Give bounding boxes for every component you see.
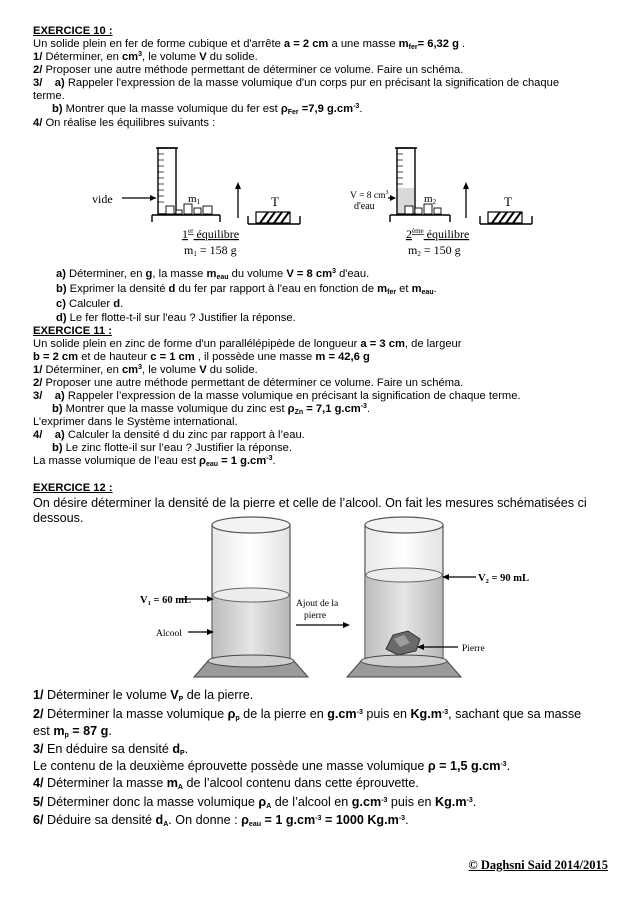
svg-text:d'eau: d'eau — [354, 201, 375, 212]
ex12-q4: 4/ Déterminer la masse $m_A$ de l’alcool contenu dans cette éprouvette. — [33, 776, 419, 791]
cylinder-measurement-figure — [100, 515, 560, 683]
ex10-qd: d) Le fer flotte-t-il sur l'eau ? Justifier la réponse. — [56, 312, 296, 324]
svg-text:V2 = 90 mL: V2 = 90 mL — [478, 573, 529, 585]
ex10-qa: a) Déterminer, en g, la masse $m_{eau}$ du volume V = 8 $cm^3$ d'eau. — [56, 268, 370, 281]
ex10-intro: Un solide plein en fer de forme cubique et d'arrête a = 2 cm a une masse $m_{fer}= 6,32$ g . — [33, 38, 466, 51]
ex12-title: EXERCICE 12 : — [33, 482, 113, 494]
ex12-intro-1: On désire déterminer la densité de la pierre et celle de l’alcool. On fait les mesures schématisées ci — [33, 496, 587, 510]
ex10-q3a-cont: terme. — [33, 90, 65, 102]
ex12-q2-cont: est $m_p = 87$ g. — [33, 724, 112, 739]
ex11-q2: 2/ Proposer une autre méthode permettant de déterminer ce volume. Faire un schéma. — [33, 377, 464, 389]
cylinder-1 — [194, 517, 308, 677]
svg-text:1er équilibre: 1er équilibre — [182, 227, 240, 241]
svg-text:Pierre: Pierre — [462, 644, 485, 654]
second-equilibrium-diagram — [350, 148, 532, 258]
ex11-q4a: 4/ a) Calculer la densité d du zinc par rapport à l’eau. — [33, 429, 305, 441]
svg-text:m1: m1 — [188, 193, 201, 206]
ex12-q3: 3/ En déduire sa densité $d_P$. — [33, 742, 189, 757]
ex10-title: EXERCICE 10 : — [33, 25, 113, 37]
ex10-q2: 2/ Proposer une autre méthode permettant de déterminer ce volume. Faire un schéma. — [33, 64, 464, 76]
ex12-q5: 5/ Déterminer donc la masse volumique $\rho_A$ de l’alcool en $g.cm^{-3}$ puis en $Kg.m^{-3}$. — [33, 795, 477, 810]
ex12-q6: 6/ Déduire sa densité $d_A$. On donne : $\rho_{eau} = 1$ $g.cm^{-3} = 1000$ $Kg.m^{-3}$. — [33, 813, 409, 828]
ex12-intro-2: dessous. — [33, 511, 84, 525]
ex11-q1: 1/ Déterminer, en $cm^3$, le volume V du solide. — [33, 364, 258, 376]
ex12-content-density: Le contenu de la deuxième éprouvette possède une masse volumique ρ = 1,5 $g.cm^{-3}$. — [33, 759, 511, 773]
ex10-qc: c) Calculer d. — [56, 298, 124, 310]
ex11-q4b: b) Le zinc flotte-il sur l’eau ? Justifier la réponse. — [52, 442, 293, 454]
ex10-q3b: b) Montrer que la masse volumique du fer est $\rho_{Fer} =7,9$ $g.cm^{-3}$. — [52, 103, 363, 116]
svg-text:m2 = 150 g: m2 = 150 g — [408, 243, 461, 258]
svg-text:2ème équilibre: 2ème équilibre — [406, 227, 470, 241]
balance-equilibrium-figure — [90, 140, 560, 262]
cylinder-2 — [347, 517, 461, 677]
ex11-q3b: b) Montrer que la masse volumique du zinc est $\rho_{Zn} = 7,1$ $g.cm^{-3}$. — [52, 403, 371, 416]
svg-text:Alcool: Alcool — [156, 629, 182, 639]
ex11-intro-1: Un solide plein en zinc de forme d'un parallélépipède de longueur a = 3 cm, de largeur — [33, 338, 462, 350]
svg-text:pierre: pierre — [304, 611, 327, 621]
svg-text:V = 8 cm3: V = 8 $cm^3$ — [350, 190, 389, 201]
svg-text:V1 = 60 mL: V1 = 60 mL — [140, 595, 191, 607]
ex10-q4: 4/ On réalise les équilibres suivants : — [33, 117, 216, 129]
ex11-q3a: 3/ a) Rappeler l’expression de la masse volumique en précisant la signification de chaque terme. — [33, 390, 521, 402]
svg-text:T: T — [504, 194, 512, 209]
ex11-si: L’exprimer dans le Système international. — [33, 416, 238, 428]
svg-text:Ajout de la: Ajout de la — [296, 599, 339, 609]
ex12-q2: 2/ Déterminer la masse volumique $\rho_p$ de la pierre en $g.cm^{-3}$ puis en $Kg.m^{-3}$, sachant que sa masse — [33, 707, 582, 722]
ex10-q1: 1/ Déterminer, en $cm^3$, le volume V du solide. — [33, 51, 258, 63]
svg-text:vide: vide — [92, 192, 113, 206]
footer-copyright: © Daghsni Said 2014/2015 — [468, 858, 608, 872]
ex10-q3a: 3/ a) Rappeler l'expression de la masse volumique d'un corps pur en précisant la signification de chaque — [33, 77, 560, 89]
ex11-water-density: La masse volumique de l’eau est $\rho_{eau} = 1$ $g.cm^{-3}$. — [33, 455, 276, 468]
first-equilibrium-diagram — [92, 148, 300, 258]
svg-text:T: T — [271, 194, 279, 209]
ex10-qb: b) Exprimer la densité d du fer par rapport à l'eau en fonction de $m_{fer}$ et $m_{eau}$. — [56, 283, 437, 296]
ex11-intro-2: b = 2 cm et de hauteur c = 1 cm , il possède une masse m = 42,6 g — [33, 351, 370, 363]
svg-text:m2: m2 — [424, 193, 437, 206]
svg-text:m1 = 158 g: m1 = 158 g — [184, 243, 237, 258]
ex12-q1: 1/ Déterminer le volume $V_P$ de la pierre. — [33, 688, 254, 703]
graduated-cylinder-1 — [158, 148, 176, 214]
ex11-title: EXERCICE 11 : — [33, 325, 112, 337]
